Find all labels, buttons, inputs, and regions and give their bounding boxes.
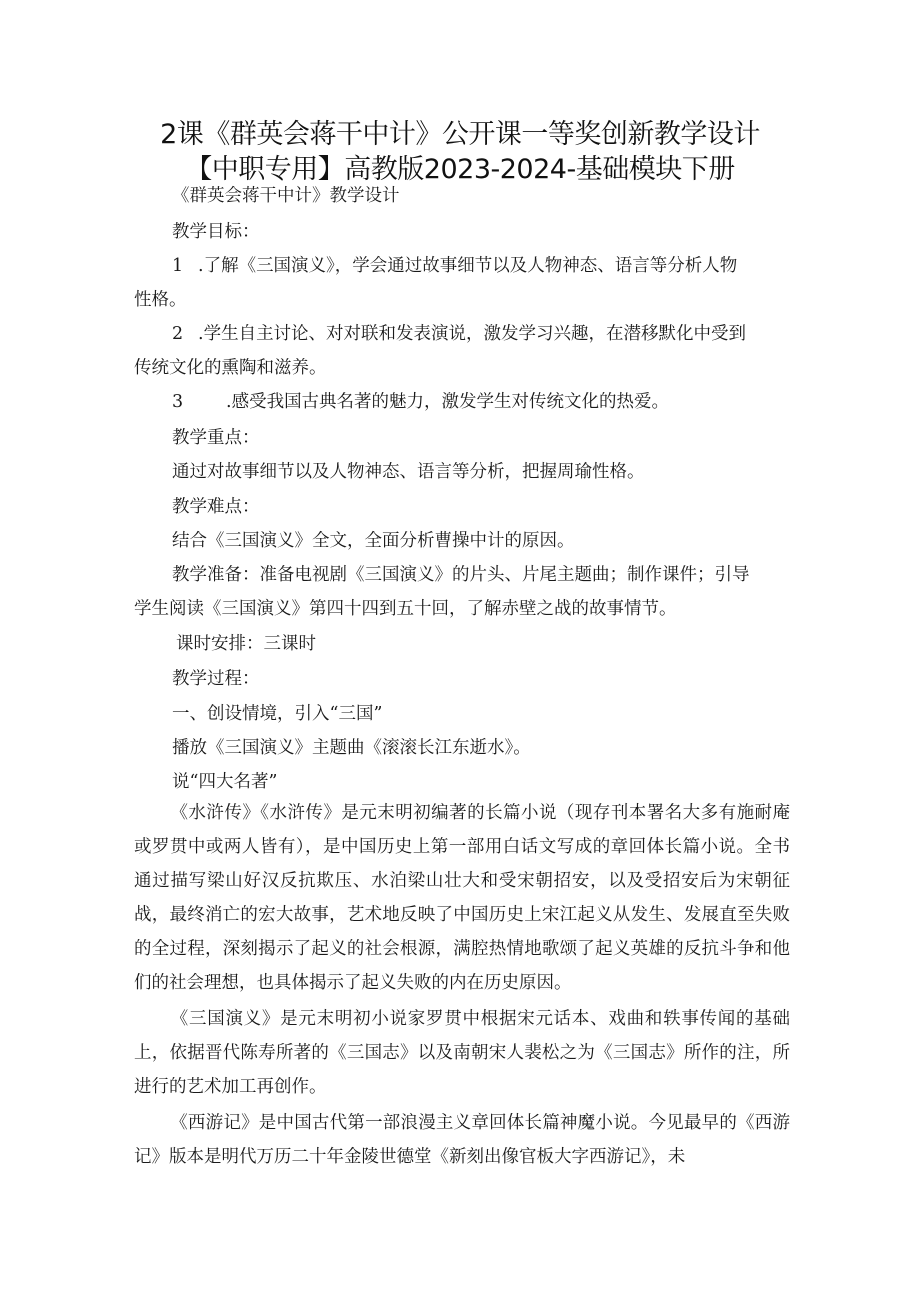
paragraph-sanguo-text: 《三国演义》是元末明初小说家罗贯中根据宋元话本、戏曲和轶事传闻的基础上，依据晋代陈寿所著的《三国志》以及南朝宋人裴松之为《三国志》所作的注，所进行的艺术加工再创作。 [134,1009,790,1097]
key-points-text: 通过对故事细节以及人物神态、语言等分析，把握周瑜性格。 [172,462,645,482]
play-song-text: 播放《三国演义》主题曲《滚滚长江东逝水》。 [172,738,531,758]
paragraph-shuihu-text: 《水浒传》《水浒传》是元末明初编著的长篇小说（现存刊本署名大多有施耐庵或罗贯中或两人皆有），是中国历史上第一部用白话文写成的章回体长篇小说。全书通过描写梁山好汉反抗欺压、水泊梁山壮大和受宋朝招安，以及受招安后为宋朝征战，最终消亡的宏大故事，艺术地反映了中国历史上宋江起义从发生、发展直至失败的全过程，深刻揭示了起义的社会根源，满腔热情地歌颂了起义英雄的反抗斗争和他们的社会理想，也具体揭示了起义失败的内在历史原因。 [134,803,790,993]
document-title-line-2: 【中职专用】高教版2023-2024-基础模块下册 [185,154,735,185]
preparation-line-1: 教学准备：准备电视剧《三国演义》的片头、片尾主题曲；制作课件；引导 [172,565,750,585]
process-heading: 教学过程： [172,669,260,689]
goal-1-continuation: 性格。 [134,290,187,310]
goal-2-text: .学生自主讨论、对对联和发表演说，激发学习兴趣，在潜移默化中受到 [198,324,747,344]
goal-2 [172,322,746,346]
paragraph-shuihu [134,796,790,1000]
difficulties-heading: 教学难点： [172,497,260,517]
paragraph-xiyou [134,1106,790,1174]
key-points-heading: 教学重点： [172,428,260,448]
goal-1-text: .了解《三国演义》，学会通过故事细节以及人物神态、语言等分析人物 [198,256,738,276]
goal-1 [172,254,737,278]
goal-1-number: 1 [172,256,184,276]
goal-3 [172,390,669,414]
section-1-heading: 一、创设情境，引入“三国” [172,704,383,724]
paragraph-sanguo [134,1002,790,1104]
preparation-line-2: 学生阅读《三国演义》第四十四到五十回，了解赤壁之战的故事情节。 [134,599,677,619]
paragraph-xiyou-text: 《西游记》是中国古代第一部浪漫主义章回体长篇神魔小说。今见最早的《西游记》版本是明代万历二十年金陵世德堂《新刻出像官板大字西游记》，未 [134,1113,790,1167]
goal-3-number: 3 [172,392,184,412]
schedule-text: 课时安排：三课时 [176,634,316,654]
goals-heading: 教学目标： [172,222,260,242]
document-subtitle: 《群英会蒋干中计》教学设计 [172,186,400,206]
goal-2-number: 2 [172,324,184,344]
goal-3-text: .感受我国古典名著的魅力，激发学生对传统文化的热爱。 [226,392,670,412]
four-classics-heading: 说“四大名著” [172,772,278,792]
document-title-line-1: 2课《群英会蒋干中计》公开课一等奖创新教学设计 [160,119,760,150]
goal-2-continuation: 传统文化的熏陶和滋养。 [134,358,327,378]
difficulties-text: 结合《三国演义》全文，全面分析曹操中计的原因。 [172,531,575,551]
